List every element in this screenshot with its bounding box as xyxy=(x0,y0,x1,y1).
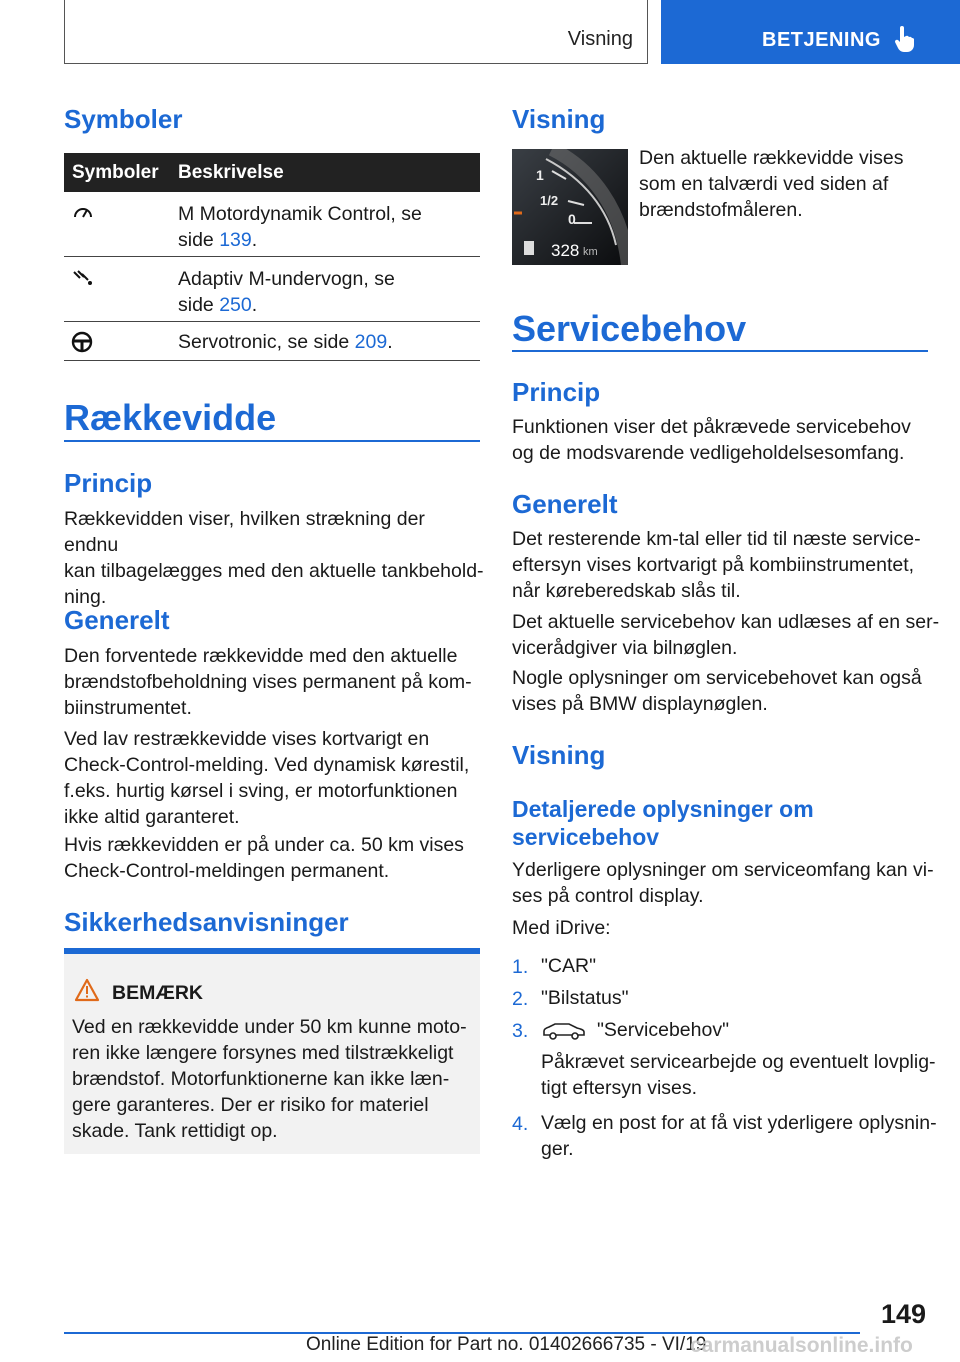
symbols-table-header xyxy=(64,153,480,192)
details-text: Yderligere oplysninger om serviceomfang kan vi- ses på control display. xyxy=(512,859,934,907)
general-paragraph: Den forventede rækkevidde med den aktuelle brændstofbeholdning vises permanent på kom- biinstrumentet. xyxy=(64,645,472,719)
page-link[interactable]: 139 xyxy=(219,229,252,251)
service-general-paragraph: Det aktuelle servicebehov kan udlæses af en ser- vicerådgiver via bilnøglen. xyxy=(512,611,940,659)
m-dynamic-icon xyxy=(72,203,94,221)
service-principle-heading: Princip xyxy=(512,377,601,407)
step-number: 2. xyxy=(512,988,529,1010)
col-symbols: Symboler xyxy=(72,162,159,183)
service-general-heading: Generelt xyxy=(512,489,618,519)
warning-label: BEMÆRK xyxy=(112,982,203,1004)
step-text: "CAR" xyxy=(541,955,597,977)
table-row: M Motordynamik Control, se side 139. xyxy=(178,203,422,251)
step-number: 4. xyxy=(512,1113,529,1135)
gauge-range-value: 328 xyxy=(551,241,580,260)
symbols-heading: Symboler xyxy=(64,104,183,134)
page-link[interactable]: 250 xyxy=(219,294,252,316)
principle-heading: Princip xyxy=(64,468,153,498)
col-description: Beskrivelse xyxy=(178,162,284,183)
safety-heading: Sikkerhedsanvisninger xyxy=(64,907,349,937)
details-heading: Detaljerede oplysninger om servicebehov xyxy=(512,796,814,850)
idrive-label: Med iDrive: xyxy=(512,917,611,939)
fuel-gauge-image xyxy=(512,149,628,265)
step-text: "Bilstatus" xyxy=(541,987,629,1009)
step-subtext: Påkrævet servicearbejde og eventuelt lovplig- tigt eftersyn vises. xyxy=(541,1051,936,1099)
service-display-heading: Visning xyxy=(512,740,606,770)
gauge-tick-empty: 0 xyxy=(568,211,576,227)
general-heading: Generelt xyxy=(64,605,170,635)
heading-rule xyxy=(512,350,928,352)
header-section-label: Visning xyxy=(567,28,633,50)
warning-box xyxy=(64,948,480,1154)
header-chapter-tab[interactable] xyxy=(661,0,960,64)
page-number: 149 xyxy=(880,1299,926,1329)
gauge-tick-half: 1/2 xyxy=(540,193,559,208)
divider xyxy=(64,360,480,361)
gauge-range-unit: km xyxy=(583,246,598,258)
display-text: Den aktuelle rækkevidde vises som en talværdi ved siden af brændstofmåleren. xyxy=(639,147,904,221)
step-number: 3. xyxy=(512,1020,529,1042)
principle-text: Rækkevidden viser, hvilken strækning der endnu kan tilbagelægges med den aktuelle tankbehold- ning. xyxy=(64,508,484,608)
edition-text: Online Edition for Part no. 01402666735 - VI/19 xyxy=(306,1334,707,1355)
service-general-paragraph: Nogle oplysninger om servicebehovet kan også vises på BMW displaynøglen. xyxy=(512,667,922,715)
display-heading: Visning xyxy=(512,104,606,134)
header-section-box xyxy=(64,0,648,64)
service-heading: Servicebehov xyxy=(512,308,747,349)
warning-triangle-icon xyxy=(74,978,100,1002)
gauge-tick-full: 1 xyxy=(536,167,544,183)
step-number: 1. xyxy=(512,956,529,978)
step-text: "Servicebehov" xyxy=(597,1019,729,1041)
general-paragraph: Hvis rækkevidden er på under ca. 50 km vises Check-Control-meldingen permanent. xyxy=(64,834,464,882)
service-principle-text: Funktionen viser det påkrævede servicebehov og de modsvarende vedligeholdelsesomfang. xyxy=(512,416,911,464)
page-link[interactable]: 209 xyxy=(354,331,388,353)
m-suspension-icon xyxy=(72,268,94,286)
range-heading: Rækkevidde xyxy=(64,397,277,438)
steering-wheel-icon xyxy=(71,331,93,353)
table-row: Servotronic, se side 209. xyxy=(178,331,393,353)
warning-text: Ved en rækkevidde under 50 km kunne moto- ren ikke længere forsynes med tilstrækkeligt brændstof. Motorfunktionerne kan ikke læn- gere garanteres. Der er risiko for materiel skade. Tank rettidigt op. xyxy=(72,1016,467,1142)
watermark: carmanualsonline.info xyxy=(690,1334,913,1357)
table-row: Adaptiv M-undervogn, se side 250. xyxy=(178,268,395,316)
divider xyxy=(64,321,480,322)
heading-rule xyxy=(64,440,480,442)
hand-pointer-icon xyxy=(894,26,916,52)
header-chapter-label: BETJENING xyxy=(762,29,881,51)
car-icon xyxy=(541,1021,587,1041)
service-general-paragraph: Det resterende km-tal eller tid til næste service- eftersyn vises kortvarigt på kombiinstrumentet, når køreberedskab slås til. xyxy=(512,528,921,602)
step-text: Vælg en post for at få vist yderligere oplysnin- ger. xyxy=(541,1112,937,1160)
divider xyxy=(64,256,480,257)
general-paragraph: Ved lav restrækkevidde vises kortvarigt en Check-Control-melding. Ved dynamisk kørestil, f.eks. hurtig kørsel i sving, er motorfunktionen ikke altid garanteret. xyxy=(64,728,470,828)
